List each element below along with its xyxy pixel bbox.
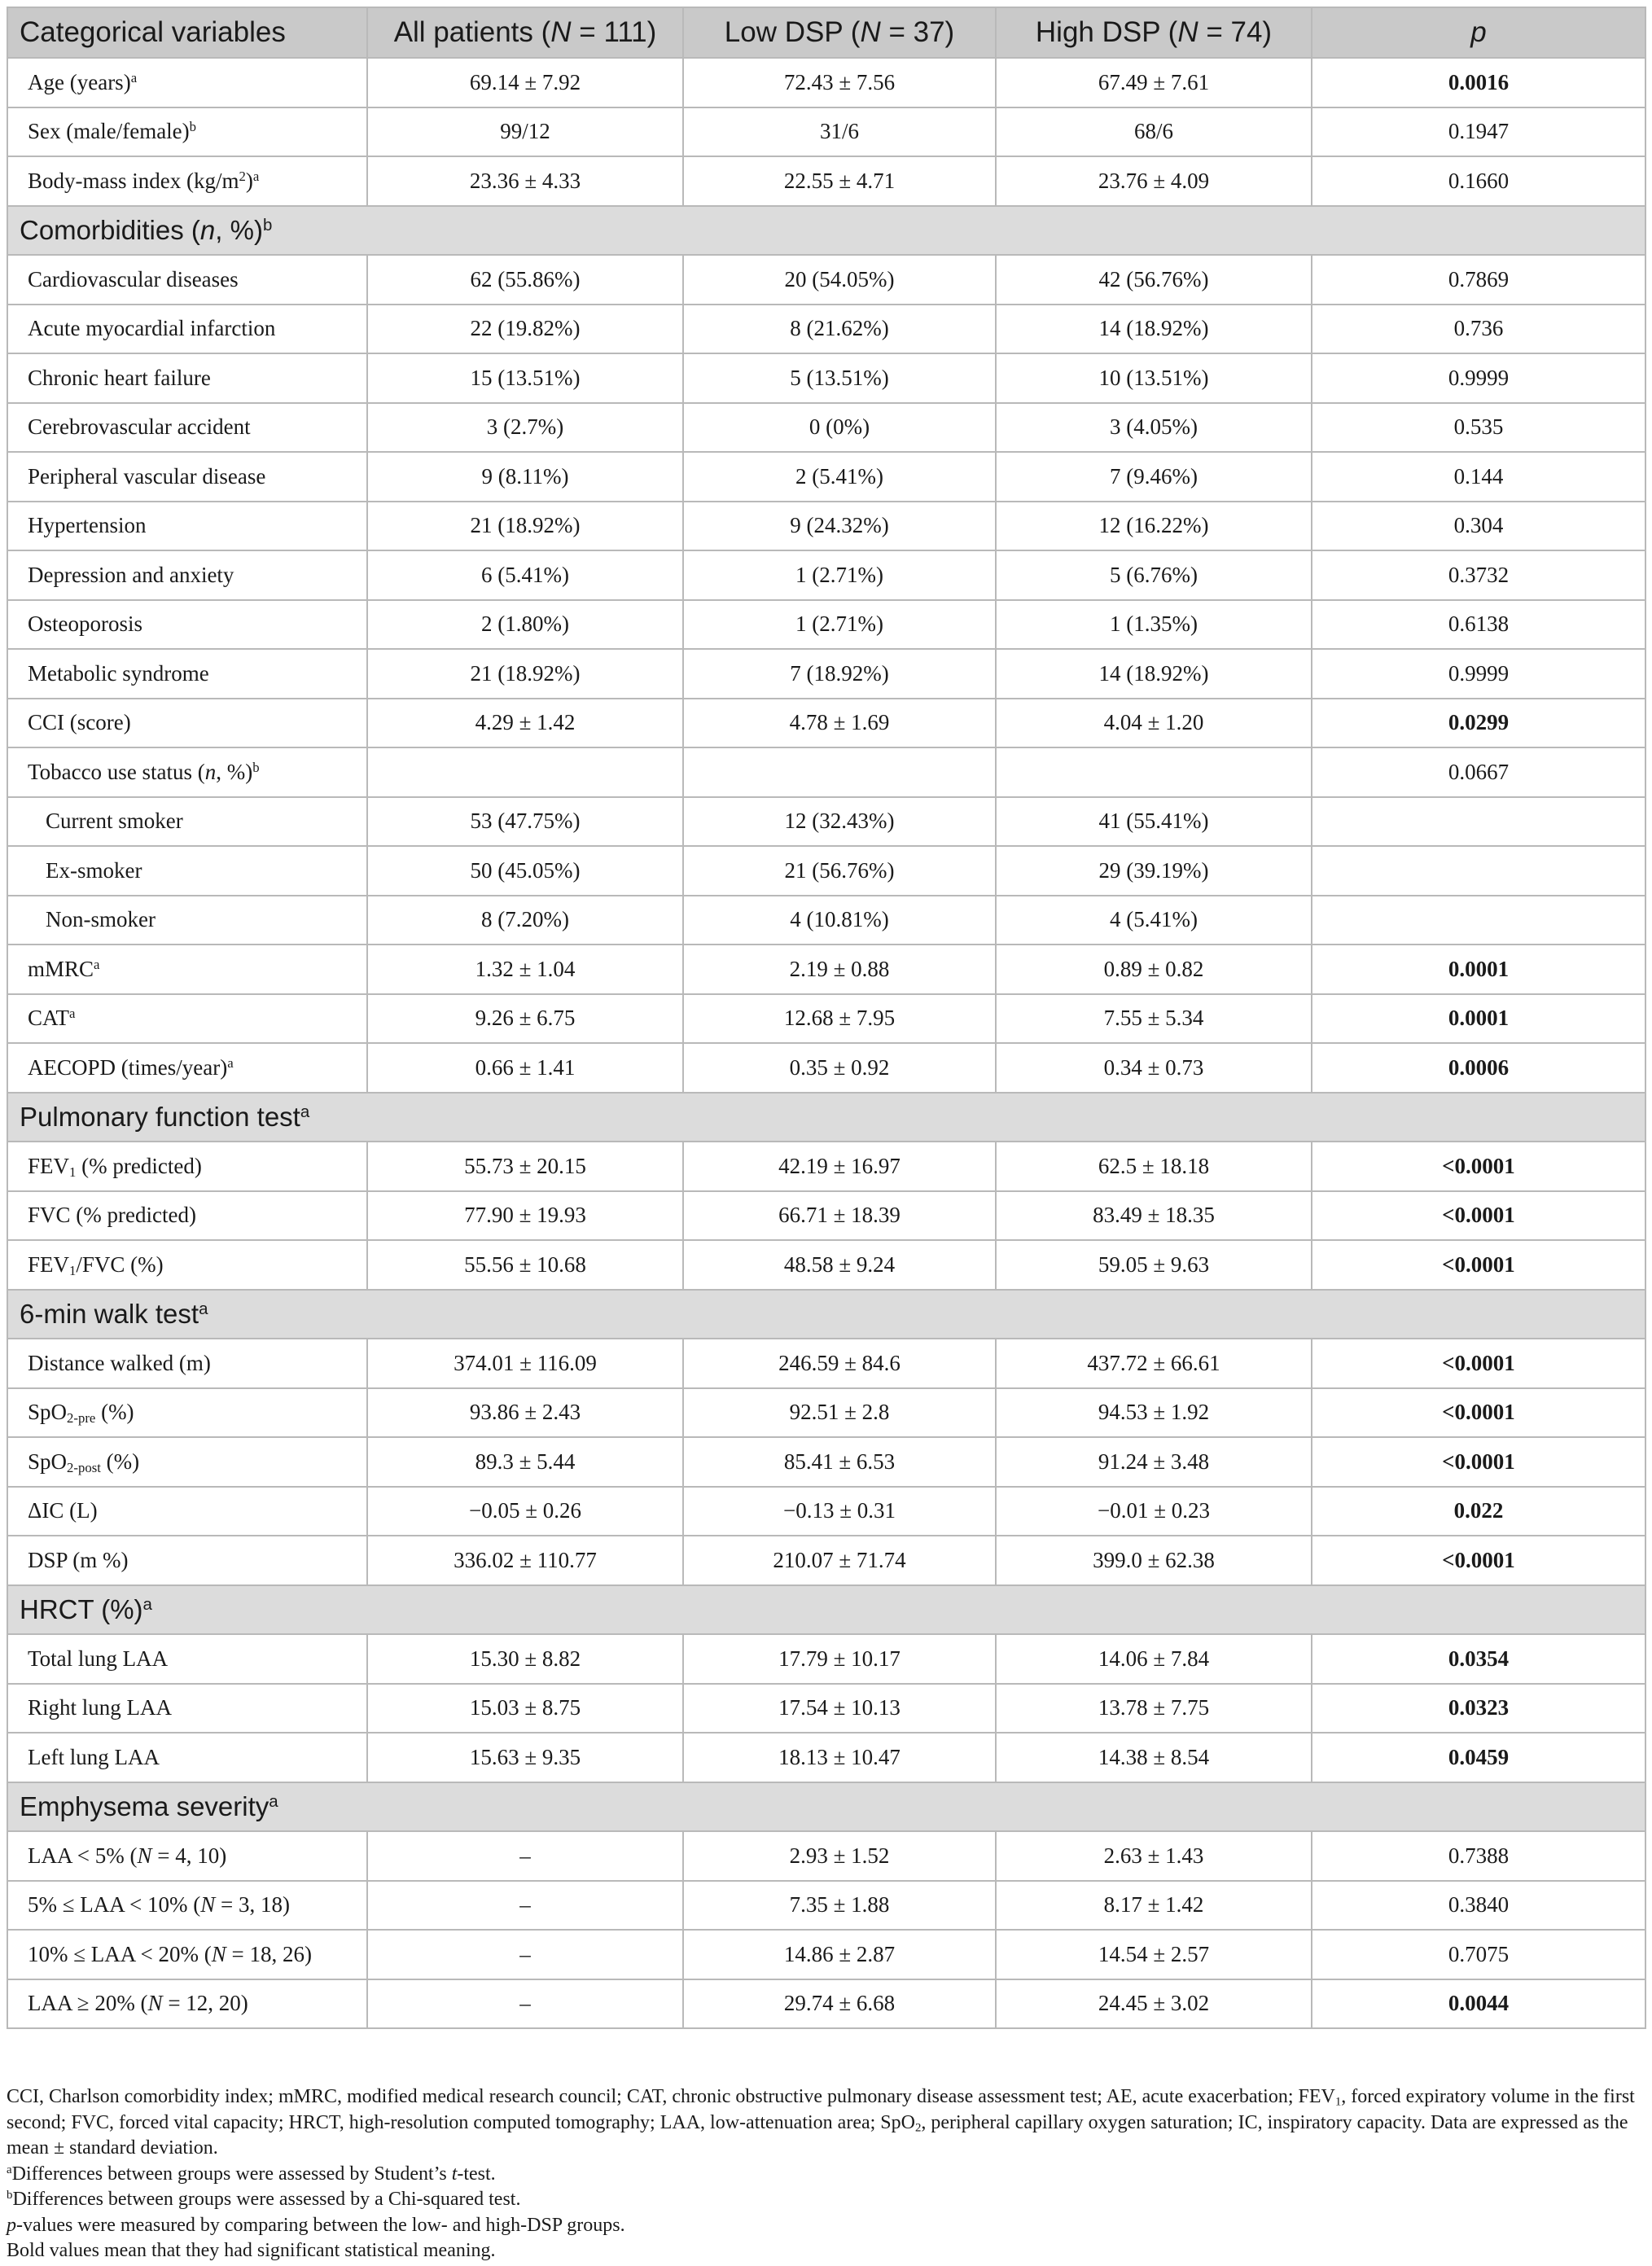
row-label: LAA ≥ 20% (N = 12, 20) — [7, 1979, 367, 2029]
table-row — [7, 600, 1645, 650]
table-row — [7, 255, 1645, 305]
cell-high: 7 (9.46%) — [996, 452, 1312, 502]
cell-all: 22 (19.82%) — [367, 305, 683, 354]
cell-all: 2 (1.80%) — [367, 600, 683, 650]
cell-low: 22.55 ± 4.71 — [683, 156, 996, 206]
cell-low: 29.74 ± 6.68 — [683, 1979, 996, 2029]
cell-p: 0.7388 — [1312, 1831, 1645, 1881]
row-label: Acute myocardial infarction — [7, 305, 367, 354]
cell-low: 9 (24.32%) — [683, 502, 996, 551]
cell-high: 14 (18.92%) — [996, 649, 1312, 699]
cell-all: 50 (45.05%) — [367, 846, 683, 896]
cell-low: −0.13 ± 0.31 — [683, 1487, 996, 1536]
cell-p — [1312, 846, 1645, 896]
header-all-patients: All patients (N = 111) — [367, 7, 683, 58]
table-row — [7, 502, 1645, 551]
cell-low: 4.78 ± 1.69 — [683, 699, 996, 748]
cell-low: 17.79 ± 10.17 — [683, 1634, 996, 1684]
table-row — [7, 452, 1645, 502]
cell-p: <0.0001 — [1312, 1536, 1645, 1585]
cell-high: 14.54 ± 2.57 — [996, 1930, 1312, 1979]
section-heading: Pulmonary function test$^a$ — [7, 1093, 1645, 1142]
row-label: mMRC$^a$ — [7, 945, 367, 994]
footnote-p-values: p-values were measured by comparing between the low- and high-DSP groups. — [7, 2214, 625, 2236]
row-label: Right lung LAA — [7, 1684, 367, 1733]
cell-low: 42.19 ± 16.97 — [683, 1142, 996, 1191]
table-row — [7, 1437, 1645, 1487]
cell-high: −0.01 ± 0.23 — [996, 1487, 1312, 1536]
cell-all: 1.32 ± 1.04 — [367, 945, 683, 994]
cell-high: 4 (5.41%) — [996, 896, 1312, 945]
cell-all: 15.63 ± 9.35 — [367, 1733, 683, 1782]
row-label: $FEV_1$/FVC (%) — [7, 1240, 367, 1290]
cell-high: 59.05 ± 9.63 — [996, 1240, 1312, 1290]
cell-p: 0.9999 — [1312, 353, 1645, 403]
cell-p: 0.1947 — [1312, 107, 1645, 157]
cell-p: 0.0044 — [1312, 1979, 1645, 2029]
cell-all: 53 (47.75%) — [367, 797, 683, 847]
cell-high: 29 (39.19%) — [996, 846, 1312, 896]
section-hrct — [7, 1585, 1645, 1635]
table-row — [7, 1733, 1645, 1782]
section-comorbidities — [7, 206, 1645, 256]
cell-high: 14.06 ± 7.84 — [996, 1634, 1312, 1684]
cell-high: 83.49 ± 18.35 — [996, 1191, 1312, 1241]
table-row — [7, 353, 1645, 403]
row-label: Tobacco use status (n, %)$^b$ — [7, 747, 367, 797]
table-row — [7, 1142, 1645, 1191]
table-row — [7, 1979, 1645, 2029]
cell-all: – — [367, 1831, 683, 1881]
cell-p: 0.0006 — [1312, 1043, 1645, 1093]
row-label: Cardiovascular diseases — [7, 255, 367, 305]
table-row — [7, 699, 1645, 748]
cell-p: 0.535 — [1312, 403, 1645, 453]
table-row — [7, 649, 1645, 699]
cell-high: 67.49 ± 7.61 — [996, 58, 1312, 107]
cell-all: 4.29 ± 1.42 — [367, 699, 683, 748]
cell-p: 0.022 — [1312, 1487, 1645, 1536]
cell-low: 210.07 ± 71.74 — [683, 1536, 996, 1585]
cell-low: 31/6 — [683, 107, 996, 157]
cell-low: 4 (10.81%) — [683, 896, 996, 945]
table-row — [7, 797, 1645, 847]
cell-high: 4.04 ± 1.20 — [996, 699, 1312, 748]
cell-p: 0.9999 — [1312, 649, 1645, 699]
table-row — [7, 1388, 1645, 1438]
cell-p: 0.736 — [1312, 305, 1645, 354]
cell-low: 92.51 ± 2.8 — [683, 1388, 996, 1438]
cell-p: <0.0001 — [1312, 1142, 1645, 1191]
table-row — [7, 846, 1645, 896]
cell-all: 15 (13.51%) — [367, 353, 683, 403]
footnote-a: $^a$Differences between groups were assessed by Student’s t-test. — [7, 2163, 496, 2185]
footnote-b: $^b$Differences between groups were assessed by a Chi-squared test. — [7, 2188, 521, 2210]
cell-p: 0.3732 — [1312, 550, 1645, 600]
cell-p: 0.0459 — [1312, 1733, 1645, 1782]
cell-low: 2.93 ± 1.52 — [683, 1831, 996, 1881]
cell-p: 0.0001 — [1312, 994, 1645, 1044]
header-low-dsp: Low DSP (N = 37) — [683, 7, 996, 58]
table-row — [7, 1487, 1645, 1536]
header-categorical-variables: Categorical variables — [7, 7, 367, 58]
cell-p: <0.0001 — [1312, 1339, 1645, 1388]
cell-high: 0.34 ± 0.73 — [996, 1043, 1312, 1093]
table-row — [7, 156, 1645, 206]
cell-low: 20 (54.05%) — [683, 255, 996, 305]
row-label: 5% ≤ LAA < 10% (N = 3, 18) — [7, 1881, 367, 1931]
section-walk-test — [7, 1290, 1645, 1339]
cell-high: 62.5 ± 18.18 — [996, 1142, 1312, 1191]
row-label: Body-mass index $(kg/m^2)^a$ — [7, 156, 367, 206]
cell-high: 13.78 ± 7.75 — [996, 1684, 1312, 1733]
row-label: CCI (score) — [7, 699, 367, 748]
section-heading: 6-min walk test$^a$ — [7, 1290, 1645, 1339]
cell-low: 0 (0%) — [683, 403, 996, 453]
cell-high: 91.24 ± 3.48 — [996, 1437, 1312, 1487]
cell-all: 23.36 ± 4.33 — [367, 156, 683, 206]
row-label: CAT$^a$ — [7, 994, 367, 1044]
row-label: Distance walked (m) — [7, 1339, 367, 1388]
cell-all: 15.30 ± 8.82 — [367, 1634, 683, 1684]
table-row — [7, 1191, 1645, 1241]
row-label: Peripheral vascular disease — [7, 452, 367, 502]
cell-p: 0.7075 — [1312, 1930, 1645, 1979]
header-row — [7, 7, 1645, 58]
cell-low: 14.86 ± 2.87 — [683, 1930, 996, 1979]
cell-high: 2.63 ± 1.43 — [996, 1831, 1312, 1881]
section-pulmonary-function — [7, 1093, 1645, 1142]
cell-all: 6 (5.41%) — [367, 550, 683, 600]
cell-p: 0.7869 — [1312, 255, 1645, 305]
cell-low: 7 (18.92%) — [683, 649, 996, 699]
cell-p — [1312, 797, 1645, 847]
section-heading: Emphysema severity$^a$ — [7, 1782, 1645, 1832]
cell-low: 17.54 ± 10.13 — [683, 1684, 996, 1733]
cell-high: 24.45 ± 3.02 — [996, 1979, 1312, 2029]
row-label: Non-smoker — [7, 896, 367, 945]
cell-high: 8.17 ± 1.42 — [996, 1881, 1312, 1931]
row-label: SpO$_{2-post}$ (%) — [7, 1437, 367, 1487]
row-label: Ex-smoker — [7, 846, 367, 896]
table-row — [7, 403, 1645, 453]
table-row — [7, 1339, 1645, 1388]
cell-high: 12 (16.22%) — [996, 502, 1312, 551]
table-row — [7, 1930, 1645, 1979]
cell-high: 14.38 ± 8.54 — [996, 1733, 1312, 1782]
cell-low: 2.19 ± 0.88 — [683, 945, 996, 994]
cell-all — [367, 747, 683, 797]
cell-all: 21 (18.92%) — [367, 649, 683, 699]
cell-all: – — [367, 1881, 683, 1931]
cell-all: 374.01 ± 116.09 — [367, 1339, 683, 1388]
header-p-value: p — [1312, 7, 1645, 58]
cell-all: 93.86 ± 2.43 — [367, 1388, 683, 1438]
cell-p: <0.0001 — [1312, 1437, 1645, 1487]
cell-all: 62 (55.86%) — [367, 255, 683, 305]
row-label: Left lung LAA — [7, 1733, 367, 1782]
row-label: DSP (m %) — [7, 1536, 367, 1585]
cell-all: 8 (7.20%) — [367, 896, 683, 945]
row-label: Age (years)$^a$ — [7, 58, 367, 107]
cell-all: 69.14 ± 7.92 — [367, 58, 683, 107]
cell-low: 12 (32.43%) — [683, 797, 996, 847]
cell-p: 0.0299 — [1312, 699, 1645, 748]
table-footnotes — [7, 2084, 1645, 2264]
table-row — [7, 550, 1645, 600]
cell-p: <0.0001 — [1312, 1240, 1645, 1290]
cell-low: 7.35 ± 1.88 — [683, 1881, 996, 1931]
cell-p: 0.0667 — [1312, 747, 1645, 797]
cell-high: 94.53 ± 1.92 — [996, 1388, 1312, 1438]
table-row — [7, 1536, 1645, 1585]
cell-all: 99/12 — [367, 107, 683, 157]
cell-p: 0.6138 — [1312, 600, 1645, 650]
cell-low: 72.43 ± 7.56 — [683, 58, 996, 107]
cell-p — [1312, 896, 1645, 945]
row-label: Cerebrovascular accident — [7, 403, 367, 453]
cell-high — [996, 747, 1312, 797]
cell-high: 23.76 ± 4.09 — [996, 156, 1312, 206]
section-heading: Comorbidities (n, %)$^b$ — [7, 206, 1645, 256]
cell-p: 0.3840 — [1312, 1881, 1645, 1931]
cell-all: 3 (2.7%) — [367, 403, 683, 453]
table-row — [7, 58, 1645, 107]
cell-low: 66.71 ± 18.39 — [683, 1191, 996, 1241]
row-label: SpO$_{2-pre}$ (%) — [7, 1388, 367, 1438]
cell-all: – — [367, 1979, 683, 2029]
row-label: Depression and anxiety — [7, 550, 367, 600]
header-high-dsp: High DSP (N = 74) — [996, 7, 1312, 58]
cell-p: 0.0016 — [1312, 58, 1645, 107]
section-heading: HRCT (%)$^a$ — [7, 1585, 1645, 1635]
row-label: Metabolic syndrome — [7, 649, 367, 699]
cell-low: 21 (56.76%) — [683, 846, 996, 896]
table-row — [7, 107, 1645, 157]
row-label: LAA < 5% (N = 4, 10) — [7, 1831, 367, 1881]
table-row — [7, 994, 1645, 1044]
cell-p: <0.0001 — [1312, 1388, 1645, 1438]
cell-all: −0.05 ± 0.26 — [367, 1487, 683, 1536]
cell-high: 68/6 — [996, 107, 1312, 157]
cell-high: 7.55 ± 5.34 — [996, 994, 1312, 1044]
cell-high: 41 (55.41%) — [996, 797, 1312, 847]
cell-low: 0.35 ± 0.92 — [683, 1043, 996, 1093]
table-row — [7, 1684, 1645, 1733]
cell-low: 1 (2.71%) — [683, 600, 996, 650]
row-label: Chronic heart failure — [7, 353, 367, 403]
data-table-container — [7, 7, 1645, 2029]
cell-high: 42 (56.76%) — [996, 255, 1312, 305]
table-row — [7, 896, 1645, 945]
row-label: Osteoporosis — [7, 600, 367, 650]
cell-high: 10 (13.51%) — [996, 353, 1312, 403]
cell-all: – — [367, 1930, 683, 1979]
row-label: $FEV_1$ (% predicted) — [7, 1142, 367, 1191]
row-label: Total lung LAA — [7, 1634, 367, 1684]
cell-all: 9 (8.11%) — [367, 452, 683, 502]
table-row — [7, 747, 1645, 797]
cell-high: 1 (1.35%) — [996, 600, 1312, 650]
cell-high: 14 (18.92%) — [996, 305, 1312, 354]
cell-high: 3 (4.05%) — [996, 403, 1312, 453]
cell-low: 1 (2.71%) — [683, 550, 996, 600]
characteristics-table — [7, 7, 1646, 2029]
cell-p: 0.144 — [1312, 452, 1645, 502]
cell-low — [683, 747, 996, 797]
table-row — [7, 1881, 1645, 1931]
row-label: FVC (% predicted) — [7, 1191, 367, 1241]
table-row — [7, 1240, 1645, 1290]
footnote-bold-values: Bold values mean that they had significant statistical meaning. — [7, 2240, 496, 2261]
cell-p: 0.0323 — [1312, 1684, 1645, 1733]
table-row — [7, 945, 1645, 994]
section-emphysema — [7, 1782, 1645, 1832]
cell-all: 89.3 ± 5.44 — [367, 1437, 683, 1487]
cell-all: 55.73 ± 20.15 — [367, 1142, 683, 1191]
cell-all: 55.56 ± 10.68 — [367, 1240, 683, 1290]
cell-low: 18.13 ± 10.47 — [683, 1733, 996, 1782]
cell-all: 21 (18.92%) — [367, 502, 683, 551]
cell-all: 15.03 ± 8.75 — [367, 1684, 683, 1733]
cell-low: 8 (21.62%) — [683, 305, 996, 354]
cell-low: 48.58 ± 9.24 — [683, 1240, 996, 1290]
cell-high: 399.0 ± 62.38 — [996, 1536, 1312, 1585]
row-label: 10% ≤ LAA < 20% (N = 18, 26) — [7, 1930, 367, 1979]
row-label: Sex (male/female)$^b$ — [7, 107, 367, 157]
cell-low: 246.59 ± 84.6 — [683, 1339, 996, 1388]
row-label: Current smoker — [7, 797, 367, 847]
table-row — [7, 1043, 1645, 1093]
cell-all: 336.02 ± 110.77 — [367, 1536, 683, 1585]
table-row — [7, 1831, 1645, 1881]
cell-p: 0.0001 — [1312, 945, 1645, 994]
cell-p: <0.0001 — [1312, 1191, 1645, 1241]
table-row — [7, 1634, 1645, 1684]
row-label: AECOPD (times/year)$^a$ — [7, 1043, 367, 1093]
abbreviations-note: CCI, Charlson comorbidity index; mMRC, modified medical research council; CAT, chronic obstructive pulmonary disease assessment test; AE, acute exacerbation; $FEV_1$, forced expiratory volume in the first second; FVC, forced vital capacity; HRCT, high-resolution computed tomography; LAA, low-attenuation area; SpO$_2$, peripheral capillary oxygen saturation; IC, inspiratory capacity. Data are expressed as the mean ± standard deviation. — [7, 2086, 1635, 2159]
cell-p: 0.0354 — [1312, 1634, 1645, 1684]
cell-all: 77.90 ± 19.93 — [367, 1191, 683, 1241]
row-label: ΔIC (L) — [7, 1487, 367, 1536]
row-label: Hypertension — [7, 502, 367, 551]
cell-low: 12.68 ± 7.95 — [683, 994, 996, 1044]
cell-high: 437.72 ± 66.61 — [996, 1339, 1312, 1388]
cell-low: 2 (5.41%) — [683, 452, 996, 502]
cell-low: 5 (13.51%) — [683, 353, 996, 403]
cell-low: 85.41 ± 6.53 — [683, 1437, 996, 1487]
cell-all: 9.26 ± 6.75 — [367, 994, 683, 1044]
table-row — [7, 305, 1645, 354]
cell-p: 0.304 — [1312, 502, 1645, 551]
cell-p: 0.1660 — [1312, 156, 1645, 206]
cell-high: 0.89 ± 0.82 — [996, 945, 1312, 994]
cell-all: 0.66 ± 1.41 — [367, 1043, 683, 1093]
cell-high: 5 (6.76%) — [996, 550, 1312, 600]
